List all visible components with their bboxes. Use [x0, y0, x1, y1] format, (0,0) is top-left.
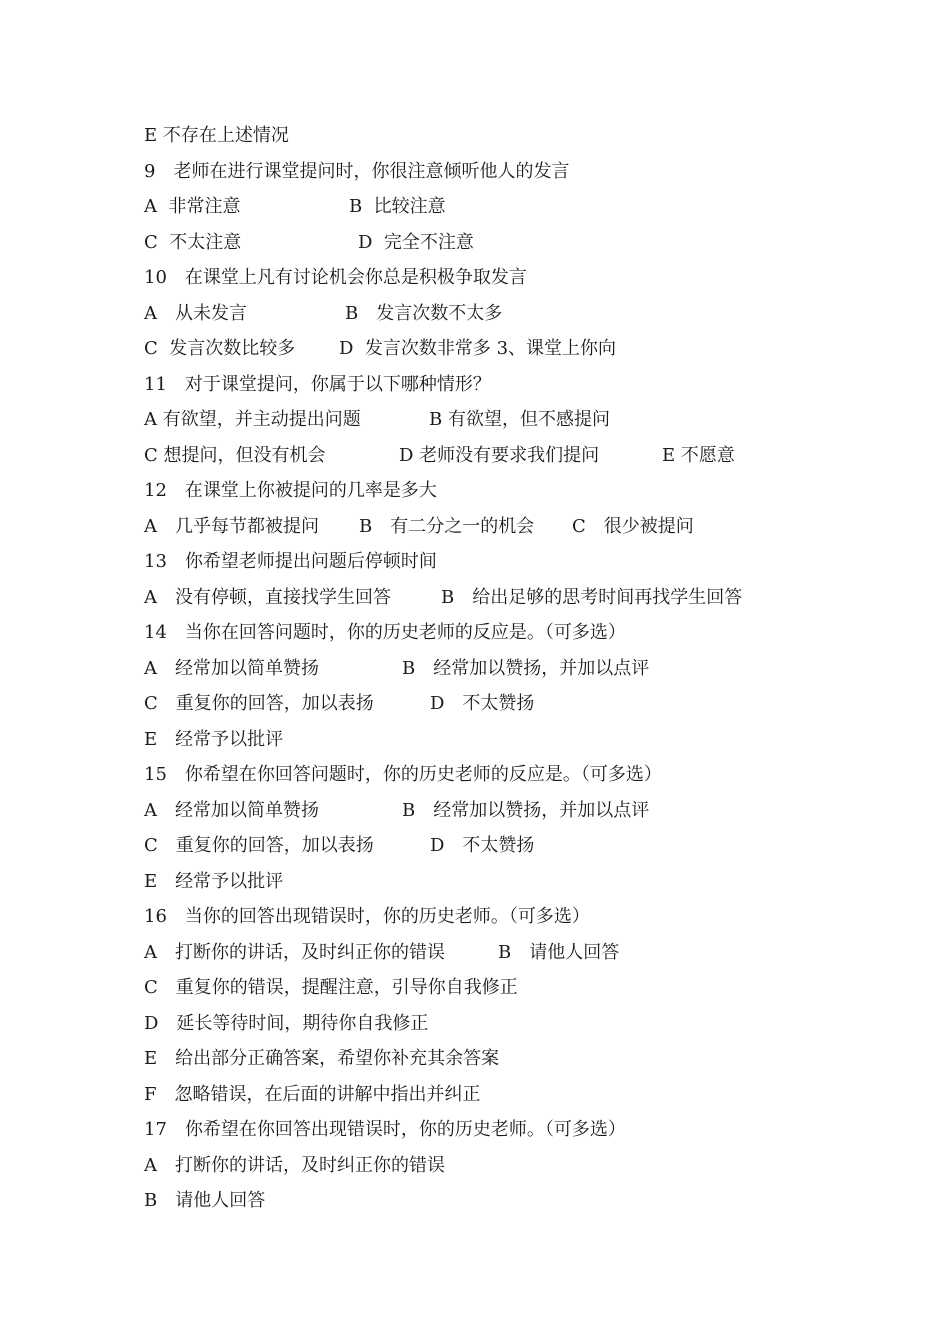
- option-d: D 老师没有要求我们提问: [399, 444, 600, 466]
- option-b: B 有欲望，但不感提问: [429, 409, 610, 430]
- question-text: 11 对于课堂提问，你属于以下哪种情形？: [144, 373, 491, 395]
- option-e: E 经常予以批评: [144, 728, 284, 750]
- question-17: [144, 1112, 844, 1148]
- question-16-option-f: [144, 1077, 844, 1113]
- question-15-options-ab: [144, 793, 844, 829]
- question-text: 13 你希望老师提出问题后停顿时间: [144, 551, 437, 572]
- option-d: D 延长等待时间，期待你自我修正: [144, 1012, 429, 1034]
- option-d: D 不太赞扬: [430, 693, 535, 714]
- question-15: [144, 757, 844, 793]
- option-e: E 给出部分正确答案，希望你补充其余答案: [144, 1048, 500, 1069]
- option-c: C 重复你的回答，加以表扬: [144, 835, 374, 856]
- question-text: 9 老师在进行课堂提问时，你很注意倾听他人的发言: [144, 160, 570, 182]
- question-17-option-b: [144, 1183, 844, 1219]
- question-text: 16 当你的回答出现错误时，你的历史老师。（可多选）: [144, 906, 590, 927]
- question-16: [144, 899, 844, 935]
- question-15-options-cd: [144, 828, 844, 864]
- option-a: A 打断你的讲话，及时纠正你的错误: [144, 1154, 445, 1176]
- question-11-options-cde: [144, 438, 844, 474]
- question-9-options-ab: [144, 189, 844, 225]
- question-text: 15 你希望在你回答问题时，你的历史老师的反应是。（可多选）: [144, 764, 662, 785]
- option-b: B 给出足够的思考时间再找学生回答: [441, 586, 743, 608]
- option-d: D 完全不注意: [358, 231, 474, 253]
- question-text: 12 在课堂上你被提问的几率是多大: [144, 480, 437, 501]
- option-e: E 不愿意: [662, 444, 735, 466]
- option-b: B 经常加以赞扬，并加以点评: [402, 657, 650, 679]
- question-14: [144, 615, 844, 651]
- question-text: 10 在课堂上凡有讨论机会你总是积极争取发言: [144, 267, 527, 288]
- question-16-option-c: [144, 970, 844, 1006]
- option-b: B 比较注意: [349, 196, 446, 217]
- question-10: [144, 260, 844, 296]
- question-16-options-ab: [144, 935, 844, 971]
- option-a: A 没有停顿，直接找学生回答: [144, 586, 391, 608]
- question-12-options: [144, 509, 844, 545]
- option-b: B 有二分之一的机会: [359, 515, 535, 537]
- option-f: F 忽略错误，在后面的讲解中指出并纠正: [144, 1083, 481, 1105]
- option-d: D 发言次数非常多 3、课堂上你向: [339, 338, 617, 359]
- option-b: B 发言次数不太多: [345, 302, 503, 324]
- option-c: C 很少被提问: [572, 515, 694, 537]
- option-c: C 想提问，但没有机会: [144, 444, 326, 466]
- question-14-option-e: [144, 722, 844, 758]
- question-13-options: [144, 580, 844, 616]
- question-17-option-a: [144, 1148, 844, 1184]
- option-b: B 请他人回答: [144, 1190, 266, 1211]
- option-c: C 重复你的错误，提醒注意，引导你自我修正: [144, 977, 518, 998]
- question-10-options-cd: [144, 331, 844, 367]
- question-13: [144, 544, 844, 580]
- question-15-option-e: [144, 864, 844, 900]
- option-a: A 非常注意: [144, 196, 241, 217]
- question-9-options-cd: [144, 225, 844, 261]
- question-16-option-e: [144, 1041, 844, 1077]
- option-a: A 打断你的讲话，及时纠正你的错误: [144, 941, 445, 963]
- document-page: [144, 118, 844, 1219]
- question-16-option-d: [144, 1006, 844, 1042]
- question-11-options-ab: [144, 402, 844, 438]
- question-10-options-ab: [144, 296, 844, 332]
- option-e: E 经常予以批评: [144, 870, 284, 892]
- question-9: [144, 154, 844, 190]
- option-a: A 经常加以简单赞扬: [144, 657, 319, 679]
- text-line: [144, 118, 844, 154]
- option-a: A 几乎每节都被提问: [144, 515, 319, 537]
- question-text: 17 你希望在你回答出现错误时，你的历史老师。（可多选）: [144, 1119, 626, 1140]
- option-d: D 不太赞扬: [430, 835, 535, 856]
- option-a: A 从未发言: [144, 302, 247, 324]
- option-a: A 经常加以简单赞扬: [144, 799, 319, 821]
- option-e-text: E 不存在上述情况: [144, 125, 289, 146]
- option-c: C 发言次数比较多: [144, 338, 296, 359]
- option-c: C 重复你的回答，加以表扬: [144, 693, 374, 714]
- option-a: A 有欲望，并主动提出问题: [144, 409, 361, 430]
- option-c: C 不太注意: [144, 231, 242, 253]
- question-14-options-cd: [144, 686, 844, 722]
- option-b: B 请他人回答: [498, 941, 620, 963]
- question-text: 14 当你在回答问题时，你的历史老师的反应是。（可多选）: [144, 622, 626, 643]
- question-14-options-ab: [144, 651, 844, 687]
- question-12: [144, 473, 844, 509]
- option-b: B 经常加以赞扬，并加以点评: [402, 799, 650, 821]
- question-11: [144, 367, 844, 403]
